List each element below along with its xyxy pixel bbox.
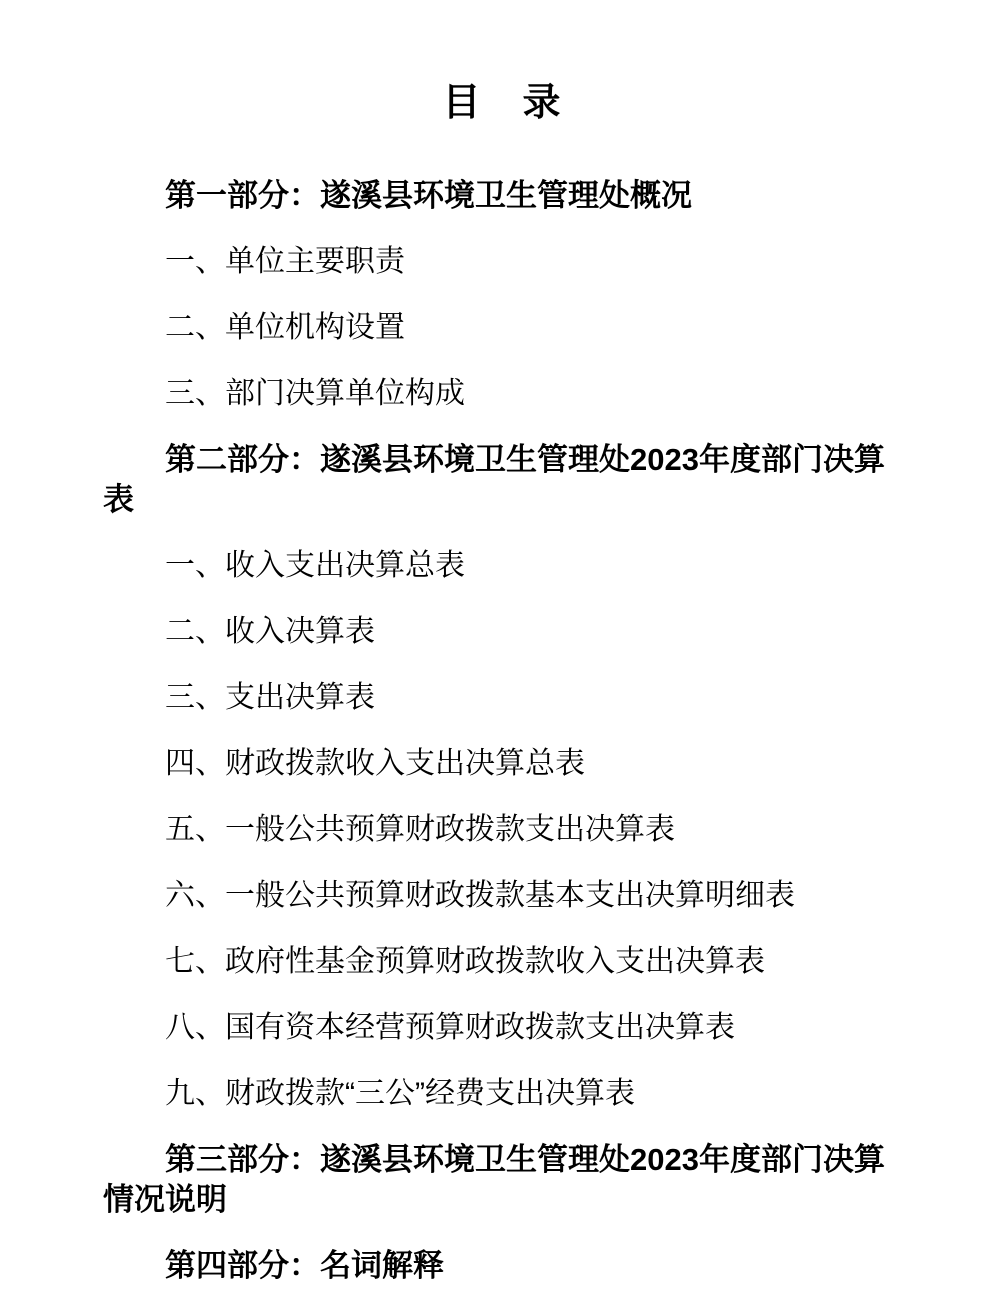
toc-item: 三、支出决算表	[165, 681, 375, 714]
toc-item: 九、财政拨款“三公”经费支出决算表	[165, 1077, 635, 1110]
toc-item: 二、收入决算表	[165, 615, 375, 648]
toc-item: 八、国有资本经营预算财政拨款支出决算表	[165, 1011, 735, 1044]
toc-item: 一、收入支出决算总表	[165, 549, 465, 582]
toc-item: 三、部门决算单位构成	[165, 377, 465, 410]
toc-item: 七、政府性基金预算财政拨款收入支出决算表	[165, 945, 765, 978]
toc-title: 目 录	[442, 82, 563, 124]
toc-item: 五、一般公共预算财政拨款支出决算表	[165, 813, 675, 846]
section-heading-part3: 第三部分：遂溪县环境卫生管理处2023年度部门决算情况说明	[103, 1142, 885, 1217]
toc-body	[103, 176, 913, 1286]
section-heading-part2: 第二部分：遂溪县环境卫生管理处2023年度部门决算表	[103, 442, 885, 517]
section-heading-part1: 第一部分：遂溪县环境卫生管理处概况	[165, 178, 692, 213]
toc-item: 四、财政拨款收入支出决算总表	[165, 747, 585, 780]
toc-item: 六、一般公共预算财政拨款基本支出决算明细表	[165, 879, 795, 912]
toc-item: 二、单位机构设置	[165, 311, 405, 344]
section-heading-part4: 第四部分：名词解释	[165, 1248, 444, 1283]
toc-item: 一、单位主要职责	[165, 245, 405, 278]
